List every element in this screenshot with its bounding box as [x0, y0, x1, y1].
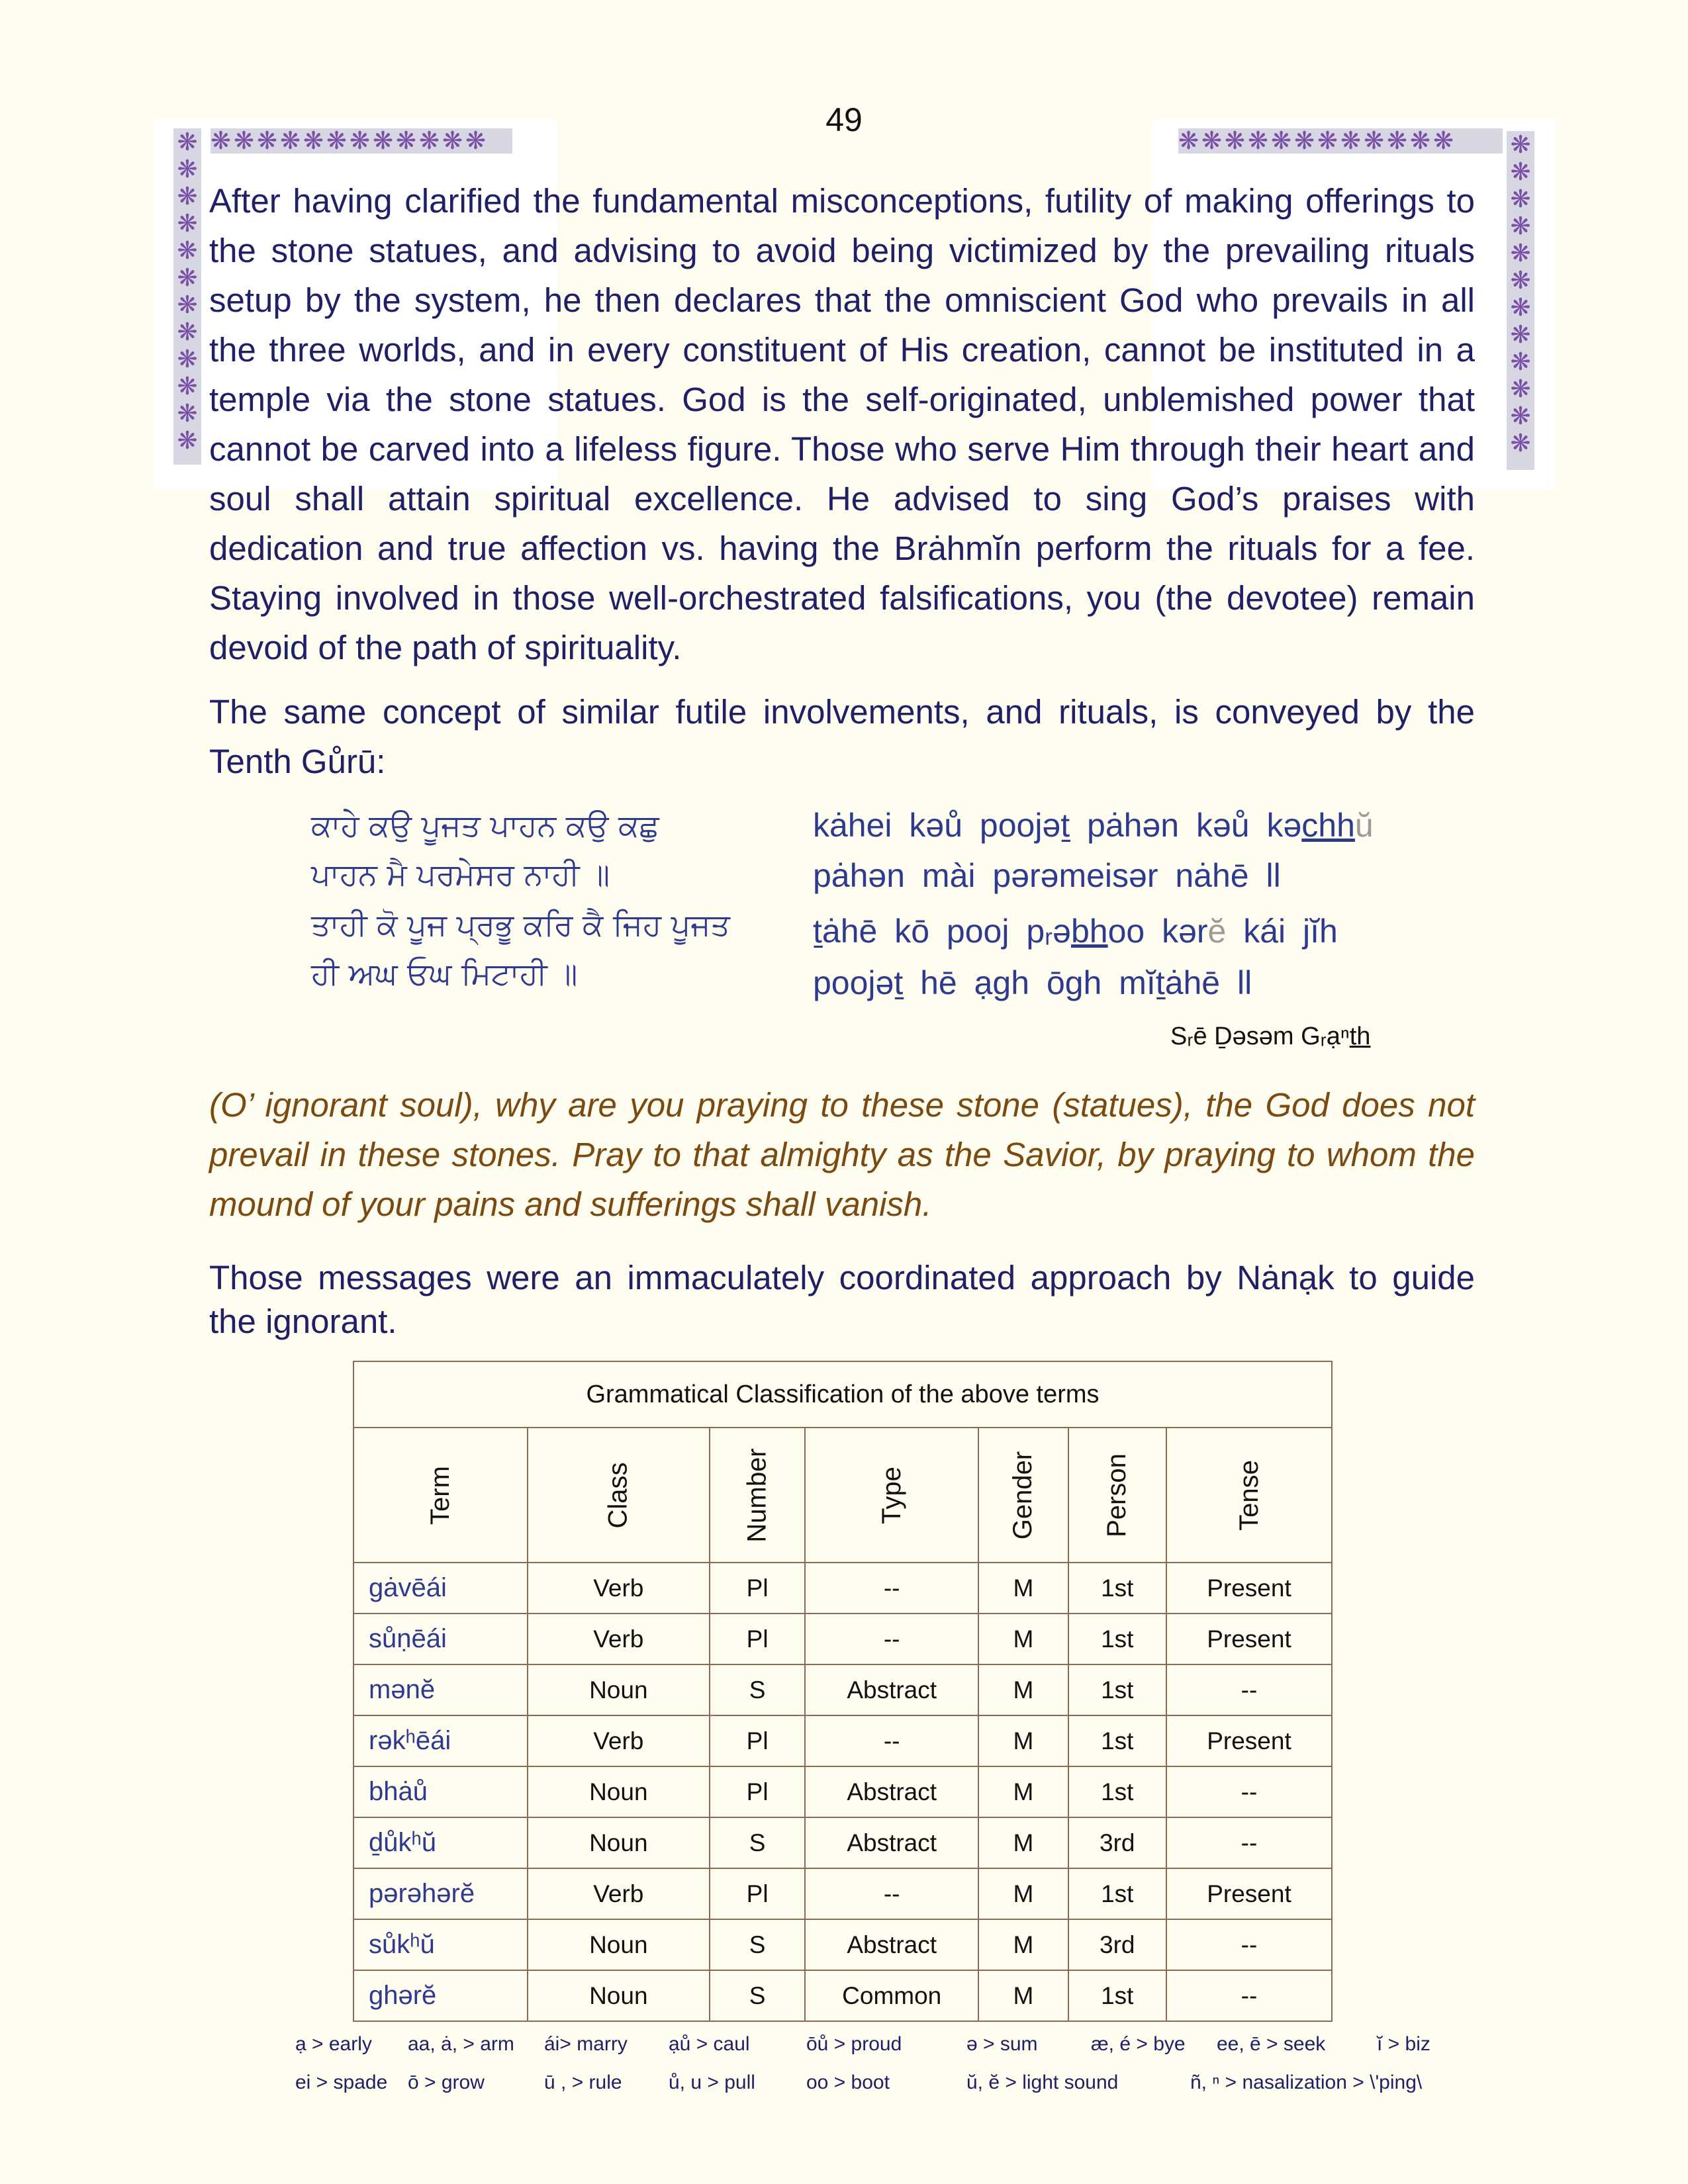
- verse-source: [1170, 1023, 1370, 1051]
- translit-3b: bh: [1070, 913, 1108, 950]
- legend-item: ů, u > pull: [669, 2071, 755, 2093]
- header-person: Person: [1068, 1428, 1166, 1563]
- translit-1b: chh: [1301, 807, 1355, 844]
- header-term: Term: [353, 1428, 528, 1563]
- header-class: Class: [528, 1428, 710, 1563]
- translit-1a: kȧhei kəů poojəṯ pȧhən kəů kə: [813, 807, 1302, 844]
- header-tense: Tense: [1166, 1428, 1332, 1563]
- cell-tense: Present: [1166, 1614, 1332, 1664]
- cell-class: Noun: [528, 1970, 710, 2021]
- cell-person: 1st: [1068, 1766, 1166, 1817]
- cell-type: Abstract: [805, 1817, 978, 1868]
- legend-item: ñ, ⁿ > nasalization > \'ping\: [1190, 2071, 1423, 2093]
- cell-tense: Present: [1166, 1868, 1332, 1919]
- cell-tense: Present: [1166, 1563, 1332, 1614]
- header-number: Number: [710, 1428, 805, 1563]
- legend-item: ə > sum: [966, 2033, 1038, 2055]
- cell-tense: --: [1166, 1817, 1332, 1868]
- cell-term: mənĕ: [353, 1664, 528, 1715]
- translit-1c: ŭ: [1354, 807, 1374, 844]
- cell-number: Pl: [710, 1715, 805, 1766]
- gurmukhi-line-1: ਕਾਹੇ ਕਉ ਪੂਜਤ ਪਾਹਨ ਕਉ ਕਛੁ: [311, 807, 659, 843]
- cell-gender: M: [978, 1563, 1068, 1614]
- legend-item: oo > boot: [806, 2071, 890, 2093]
- legend-item: ee, ē > seek: [1217, 2033, 1326, 2055]
- cell-number: Pl: [710, 1766, 805, 1817]
- cell-number: Pl: [710, 1614, 805, 1664]
- legend-item: ū , > rule: [544, 2071, 622, 2093]
- cell-term: pərəhərĕ: [353, 1868, 528, 1919]
- verse-translation: (O’ ignorant soul), why are you praying to these stone (statues), the God does not prevail in these stones. Pray to that almighty as the Savior, by praying to whom the mound of your pains and sufferings shall vanish.: [209, 1086, 1475, 1223]
- table-row: [353, 1817, 1332, 1868]
- translit-line-3: [813, 912, 1338, 950]
- cell-tense: --: [1166, 1919, 1332, 1970]
- table-row: [353, 1664, 1332, 1715]
- cell-term: sůṇēái: [353, 1614, 528, 1664]
- translit-3a: ṯȧhē kō pooj pᵣə: [813, 913, 1071, 950]
- cell-number: Pl: [710, 1868, 805, 1919]
- cell-tense: Present: [1166, 1715, 1332, 1766]
- cell-gender: M: [978, 1715, 1068, 1766]
- cell-type: --: [805, 1614, 978, 1664]
- table-row: [353, 1563, 1332, 1614]
- cell-term: rəkʰēái: [353, 1715, 528, 1766]
- ornament-column-right: ❋ ❋ ❋ ❋ ❋ ❋ ❋ ❋ ❋ ❋ ❋ ❋: [1507, 131, 1534, 470]
- gurmukhi-line-4: ਹੀ ਅਘ ਓਘ ਮਿਟਾਹੀ ॥: [311, 956, 578, 991]
- cell-person: 3rd: [1068, 1817, 1166, 1868]
- table-row: [353, 1868, 1332, 1919]
- cell-term: gȧvēái: [353, 1563, 528, 1614]
- cell-number: S: [710, 1817, 805, 1868]
- cell-type: --: [805, 1868, 978, 1919]
- paragraph-intro: After having clarified the fundamental misconceptions, futility of making offerings to the stone statues, and advising to avoid being victimized by the prevailing rituals setup by the system, he then declares that the omniscient God who prevails in all the three worlds, and in every constituent of His creation, cannot be instituted in a temple via the stone statues. God is the self-originated, unblemished power that cannot be carved into a lifeless figure. Those who serve Him through their heart and soul shall attain spiritual excellence. He advised to sing God’s praises with dedication and true affection vs. having the Brȧhmĭn perform the rituals for a fee. Staying involved in those well-orchestrated falsifications, you (the devotee) remain devoid of the path of spirituality.: [209, 182, 1475, 666]
- cell-gender: M: [978, 1766, 1068, 1817]
- translit-line-1: [813, 806, 1374, 844]
- cell-person: 1st: [1068, 1664, 1166, 1715]
- table-row: [353, 1766, 1332, 1817]
- cell-term: ḏůkʰŭ: [353, 1817, 528, 1868]
- legend-item: æ, é > bye: [1091, 2033, 1186, 2055]
- legend-item: ō > grow: [408, 2071, 485, 2093]
- cell-tense: --: [1166, 1970, 1332, 2021]
- cell-class: Noun: [528, 1766, 710, 1817]
- translit-3d: ĕ: [1207, 913, 1227, 950]
- cell-class: Noun: [528, 1919, 710, 1970]
- header-gender: Gender: [978, 1428, 1068, 1563]
- cell-type: Abstract: [805, 1919, 978, 1970]
- paragraph-nanak: Those messages were an immaculately coordinated approach by Nȧnạk to guide the ignorant.: [209, 1259, 1475, 1340]
- page-number: 49: [825, 101, 863, 138]
- cell-gender: M: [978, 1868, 1068, 1919]
- table-row: [353, 1614, 1332, 1664]
- cell-class: Verb: [528, 1715, 710, 1766]
- cell-gender: M: [978, 1970, 1068, 2021]
- cell-tense: --: [1166, 1664, 1332, 1715]
- gurmukhi-line-2: ਪਾਹਨ ਮੈ ਪਰਮੇਸਰ ਨਾਹੀ ॥: [311, 856, 610, 892]
- cell-person: 1st: [1068, 1563, 1166, 1614]
- translit-line-4: poojəṯ hē ạgh ōgh mĭṯȧhē ll: [813, 964, 1252, 1001]
- cell-number: S: [710, 1919, 805, 1970]
- table-header-row: [353, 1428, 1332, 1563]
- legend-item: ạ > early: [295, 2033, 372, 2055]
- source-a: Sᵣē Ḏəsəm Gᵣạⁿ: [1170, 1023, 1350, 1050]
- cell-type: --: [805, 1715, 978, 1766]
- translit-3e: kái jĭh: [1226, 913, 1338, 950]
- header-type: Type: [805, 1428, 978, 1563]
- table-row: [353, 1970, 1332, 2021]
- table-caption: Grammatical Classification of the above terms: [353, 1361, 1332, 1428]
- cell-gender: M: [978, 1817, 1068, 1868]
- cell-number: S: [710, 1664, 805, 1715]
- cell-number: S: [710, 1970, 805, 2021]
- cell-person: 1st: [1068, 1868, 1166, 1919]
- translit-line-2: pȧhən mài pərəmeisər nȧhē ll: [813, 857, 1281, 894]
- cell-class: Noun: [528, 1817, 710, 1868]
- legend-item: ŭ, ĕ > light sound: [966, 2071, 1119, 2093]
- legend-item: ōů > proud: [806, 2033, 902, 2055]
- cell-class: Verb: [528, 1614, 710, 1664]
- table-row: [353, 1715, 1332, 1766]
- cell-person: 1st: [1068, 1614, 1166, 1664]
- cell-type: --: [805, 1563, 978, 1614]
- cell-term: bhȧů: [353, 1766, 528, 1817]
- table-row: [353, 1919, 1332, 1970]
- source-b: th: [1349, 1023, 1371, 1050]
- table-body: [353, 1563, 1332, 2021]
- paragraph-tenth-guru: The same concept of similar futile involvements, and rituals, is conveyed by the Tenth Gůrū:: [209, 693, 1475, 780]
- cell-gender: M: [978, 1664, 1068, 1715]
- cell-type: Abstract: [805, 1664, 978, 1715]
- translit-3c: oo kər: [1107, 913, 1208, 950]
- legend-item: aa, ȧ, > arm: [408, 2033, 514, 2055]
- cell-term: sůkʰŭ: [353, 1919, 528, 1970]
- cell-class: Noun: [528, 1664, 710, 1715]
- ornament-column-left: ❋ ❋ ❋ ❋ ❋ ❋ ❋ ❋ ❋ ❋ ❋ ❋: [173, 128, 201, 465]
- legend-item: ạů > caul: [669, 2033, 750, 2055]
- cell-type: Common: [805, 1970, 978, 2021]
- cell-class: Verb: [528, 1868, 710, 1919]
- legend-item: ái> marry: [544, 2033, 628, 2055]
- ornament-bar-top-left: ❋❋❋❋❋❋❋❋❋❋❋❋: [211, 128, 512, 154]
- legend-item: ei > spade: [295, 2071, 388, 2093]
- cell-gender: M: [978, 1614, 1068, 1664]
- legend-item: ĭ > biz: [1377, 2033, 1430, 2055]
- cell-person: 1st: [1068, 1715, 1166, 1766]
- cell-class: Verb: [528, 1563, 710, 1614]
- cell-tense: --: [1166, 1766, 1332, 1817]
- cell-person: 3rd: [1068, 1919, 1166, 1970]
- grammar-table: [353, 1361, 1333, 2022]
- cell-gender: M: [978, 1919, 1068, 1970]
- gurmukhi-line-3: ਤਾਹੀ ਕੋ ਪੂਜ ਪ੍ਰਭੂ ਕਰਿ ਕੈ ਜਿਹ ਪੂਜਤ: [311, 907, 730, 942]
- cell-person: 1st: [1068, 1970, 1166, 2021]
- cell-term: ghərĕ: [353, 1970, 528, 2021]
- ornament-bar-top-right: ❋❋❋❋❋❋❋❋❋❋❋❋: [1178, 128, 1503, 154]
- cell-type: Abstract: [805, 1766, 978, 1817]
- cell-number: Pl: [710, 1563, 805, 1614]
